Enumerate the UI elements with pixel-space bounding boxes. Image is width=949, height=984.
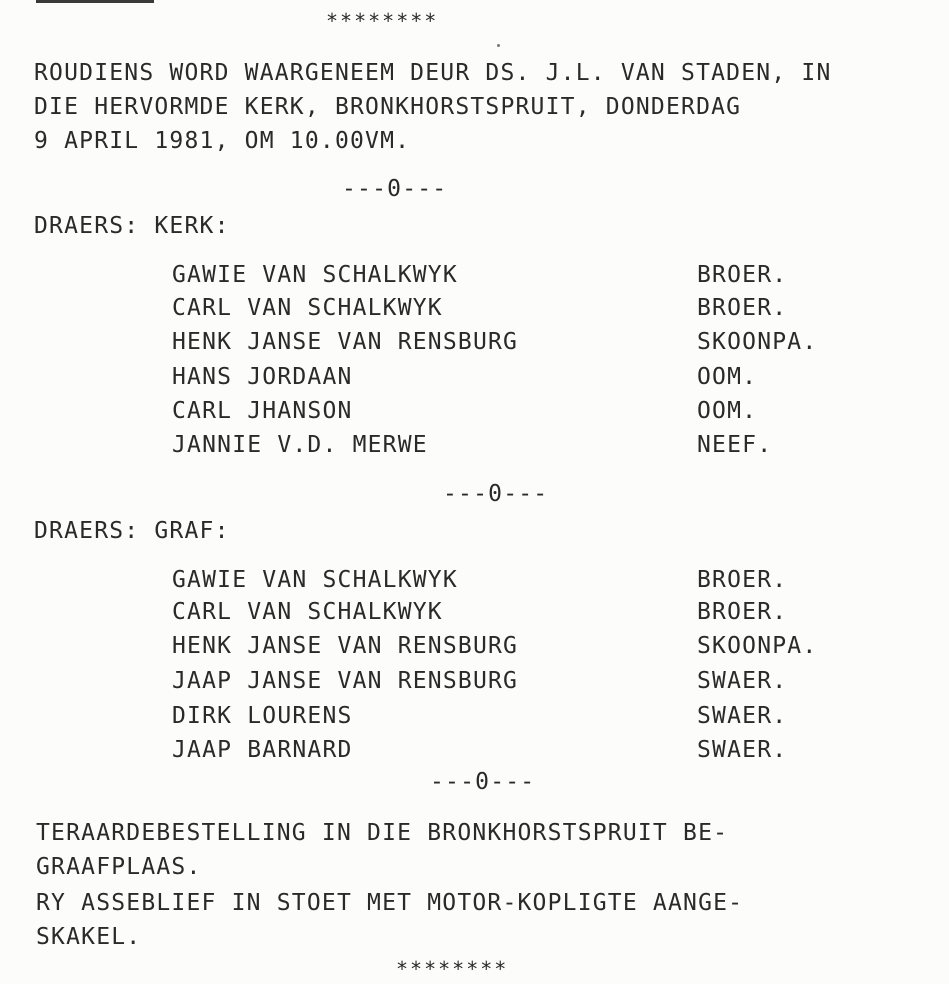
- grave-bearer-name: HENK JANSE VAN RENSBURG: [172, 633, 519, 659]
- grave-bearer-relation: SWAER.: [697, 737, 788, 763]
- separator-3: ---0---: [430, 769, 536, 795]
- closing-line-1: TERAARDEBESTELLING IN DIE BRONKHORSTSPRUIT BE-: [36, 820, 729, 846]
- grave-bearer-relation: SWAER.: [697, 703, 788, 729]
- church-bearer-name: HENK JANSE VAN RENSBURG: [172, 329, 519, 355]
- grave-bearer-relation: SWAER.: [697, 668, 788, 694]
- separator-1: ---0---: [342, 176, 448, 202]
- grave-bearer-name: JAAP BARNARD: [172, 737, 353, 763]
- intro-line-1: ROUDIENS WORD WAARGENEEM DEUR DS. J.L. VAN STADEN, IN: [34, 60, 832, 86]
- church-bearer-relation: OOM.: [697, 398, 758, 424]
- grave-bearer-name: CARL VAN SCHALKWYK: [172, 599, 443, 625]
- grave-bearers-heading: DRAERS: GRAF:: [34, 518, 230, 544]
- grave-bearer-name: JAAP JANSE VAN RENSBURG: [172, 668, 519, 694]
- grave-bearer-relation: BROER.: [697, 567, 788, 593]
- intro-line-2: DIE HERVORMDE KERK, BRONKHORSTSPRUIT, DONDERDAG: [34, 94, 742, 120]
- grave-bearer-relation: BROER.: [697, 599, 788, 625]
- ink-dot: [497, 44, 500, 47]
- grave-bearer-name: GAWIE VAN SCHALKWYK: [172, 567, 458, 593]
- church-bearer-name: CARL JHANSON: [172, 398, 353, 424]
- church-bearer-relation: SKOONPA.: [697, 329, 818, 355]
- intro-line-3: 9 APRIL 1981, OM 10.00VM.: [34, 128, 411, 154]
- church-bearer-relation: BROER.: [697, 295, 788, 321]
- church-bearer-relation: OOM.: [697, 364, 758, 390]
- church-bearer-name: JANNIE V.D. MERWE: [172, 432, 428, 458]
- closing-line-4: SKAKEL.: [36, 924, 142, 950]
- church-bearer-relation: NEEF.: [697, 432, 773, 458]
- grave-bearer-name: DIRK LOURENS: [172, 703, 353, 729]
- bottom-asterisks: ********: [396, 957, 509, 981]
- church-bearer-relation: BROER.: [697, 262, 788, 288]
- top-asterisks: ********: [326, 9, 439, 33]
- closing-line-3: RY ASSEBLIEF IN STOET MET MOTOR-KOPLIGTE AANGE-: [36, 890, 744, 916]
- top-edge-mark: [36, 0, 154, 3]
- closing-line-2: GRAAFPLAAS.: [36, 854, 202, 880]
- church-bearer-name: HANS JORDAAN: [172, 364, 353, 390]
- church-bearer-name: GAWIE VAN SCHALKWYK: [172, 262, 458, 288]
- church-bearers-heading: DRAERS: KERK:: [34, 213, 230, 239]
- church-bearer-name: CARL VAN SCHALKWYK: [172, 295, 443, 321]
- grave-bearer-relation: SKOONPA.: [697, 633, 818, 659]
- separator-2: ---0---: [443, 481, 549, 507]
